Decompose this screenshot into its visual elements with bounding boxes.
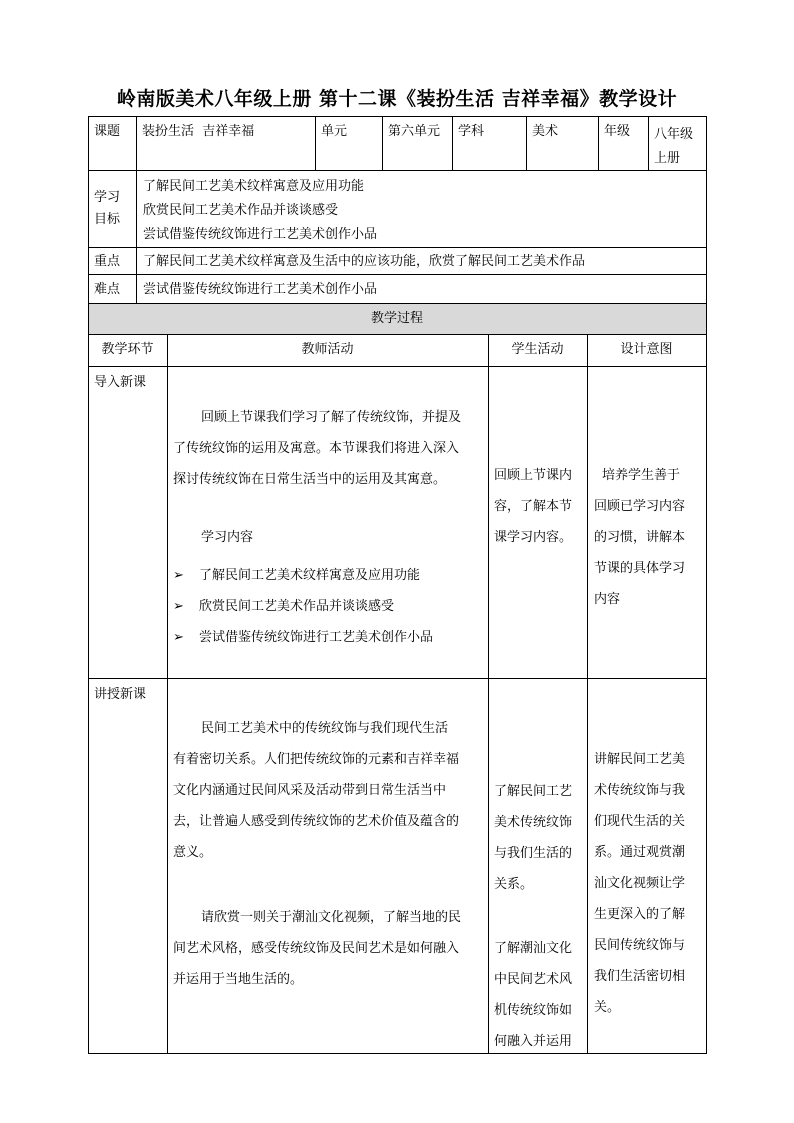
student-activity-intro: 回顾上节课内 容，了解本节 课学习内容。 xyxy=(494,468,573,545)
key-point-label: 重点 xyxy=(94,254,121,269)
student-activity-lecture-2: 了解潮汕文化 中民间艺术风 机传统纹饰如 何融入并运用 xyxy=(494,941,573,1049)
student-activity-lecture-1: 了解民间工艺 美术传统纹饰 与我们生活的 关系。 xyxy=(494,784,573,892)
key-point-value: 了解民间工艺美术纹样寓意及生活中的应该功能，欣赏了解民间工艺美术作品 xyxy=(143,254,586,269)
difficulty-label: 难点 xyxy=(94,282,121,297)
teacher-activity-lecture-2: 请欣赏一则关于潮汕文化视频，了解当地的民 间艺术风格，感受传统纹饰及民间艺术是如何融入 并运用于当地生活的。 xyxy=(173,910,462,987)
learning-content-heading: 学习内容 xyxy=(201,530,254,545)
teacher-activity-intro: 回顾上节课我们学习了解了传统纹饰，并提及 了传统纹饰的运用及寓意。本节课我们将进入深入 探讨传统纹饰在日常生活当中的运用及其寓意。 xyxy=(173,410,462,487)
unit-label: 单元 xyxy=(321,124,348,139)
column-header-stage: 教学环节 xyxy=(101,342,154,357)
goals-list xyxy=(143,175,377,247)
design-intent-lecture: 讲解民间工艺美 术传统纹饰与我 们现代生活的关 系。通过观赏潮 汕文化视频让学 生更深入的了解 民间传统纹饰与 我们生活密切相 关。 xyxy=(594,752,686,1015)
topic-value: 装扮生活 吉祥幸福 xyxy=(142,124,255,139)
column-header-student: 学生活动 xyxy=(511,342,564,357)
column-header-intent: 设计意图 xyxy=(620,342,673,357)
document-title: 岭南版美术八年级上册 第十二课《装扮生活 吉祥幸福》教学设计 xyxy=(116,88,678,110)
goal-item: 尝试借鉴传统纹饰进行工艺美术创作小品 xyxy=(143,227,378,242)
arrow-bullet-icon: ➢ xyxy=(173,568,184,583)
arrow-bullet-icon: ➢ xyxy=(173,630,184,645)
grade-value: 八年级 上册 xyxy=(654,127,694,166)
design-intent-intro: 培养学生善于 回顾已学习内容 的习惯，讲解本 节课的具体学习 内容 xyxy=(594,468,686,607)
topic-label: 课题 xyxy=(94,124,121,139)
column-header-teacher: 教师活动 xyxy=(301,342,354,357)
difficulty-value: 尝试借鉴传统纹饰进行工艺美术创作小品 xyxy=(143,282,378,297)
process-header: 教学过程 xyxy=(370,311,423,326)
stage-intro: 导入新课 xyxy=(94,375,147,390)
goals-label: 学习 目标 xyxy=(94,190,121,227)
teacher-activity-lecture-1: 民间工艺美术中的传统纹饰与我们现代生活 有着密切关系。人们把传统纹饰的元素和吉祥幸福 文化内涵通过民间风采及活动带到日常生活当中 去，让普遍人感受到传统纹饰的艺术价值及蕴含的 意义。 xyxy=(173,721,460,860)
stage-lecture: 讲授新课 xyxy=(94,687,147,702)
goal-item: 欣赏民间工艺美术作品并谈谈感受 xyxy=(143,203,339,218)
grade-label: 年级 xyxy=(604,124,631,139)
goal-item: 了解民间工艺美术纹样寓意及应用功能 xyxy=(143,179,365,194)
subject-label: 学科 xyxy=(458,124,485,139)
list-item: ➢ 了解民间工艺美术纹样寓意及应用功能 xyxy=(173,560,485,591)
arrow-bullet-icon: ➢ xyxy=(173,599,184,614)
subject-value: 美术 xyxy=(532,124,559,139)
list-item: ➢ 欣赏民间工艺美术作品并谈谈感受 xyxy=(173,591,485,622)
unit-value: 第六单元 xyxy=(388,124,441,139)
list-item: ➢ 尝试借鉴传统纹饰进行工艺美术创作小品 xyxy=(173,622,485,653)
